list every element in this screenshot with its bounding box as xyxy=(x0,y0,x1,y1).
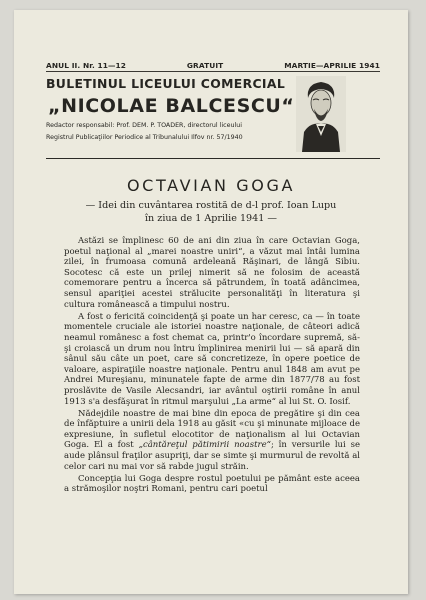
issue-number: ANUL II. Nr. 11—12 xyxy=(46,61,126,70)
price-label: GRATUIT xyxy=(186,61,224,70)
issue-date: MARTIE—APRILIE 1941 xyxy=(284,61,380,70)
paragraph-4: Concepţia lui Goga despre rostul poetului pe pământ este aceea a strămoşilor noştri Romani, pentru cari poetul xyxy=(64,473,360,495)
paragraph-3-start: Nădejdile noastre de mai bine din epoca de pregătire şi din cea de înfăptuire a unirii dela 1918 au găsit «cu şi minunate mijloace de expresiune, în sufletul elocotitor de naţionalism al lui Octavian Goga. El a fost xyxy=(64,408,360,451)
paragraph-3-end: ; în versurile lui se aude plânsul fraţilor asupriţi, dar se simte şi murmurul de revoltă al celor cari nu mai vor să rabde jugul străin. xyxy=(64,440,360,472)
article-subtitle-line-1: — Idei din cuvântarea rostită de d-l prof. Ioan Lupu xyxy=(85,200,337,211)
school-name: „NICOLAE BALCESCU“ xyxy=(48,95,295,117)
editor-line: Redactor responsabil: Prof. DEM. P. TOADER, directorul liceului xyxy=(46,122,242,129)
registry-line: Registrul Publicaţiilor Periodice al Tribunalului Ilfov nr. 57/1940 xyxy=(46,134,243,141)
masthead-divider xyxy=(46,158,380,159)
paragraph-3 xyxy=(64,409,360,473)
emphasized-phrase: „cântăreţul pătimirii noastre“ xyxy=(138,440,271,451)
article-body xyxy=(64,236,360,495)
newsletter-page xyxy=(14,10,408,594)
article-subtitle-line-2: în ziua de 1 Aprilie 1941 — xyxy=(144,213,278,224)
article-title: OCTAVIAN GOGA xyxy=(126,176,296,195)
paragraph-1: Astăzi se împlinesc 60 de ani din ziua în care Octavian Goga, poetul naţional al „marei noastre uniri“, a văzut mai întâi lumina zilei, în frumoasa comună ardeleană Răşinari, de lângă Sibiu. Socotesc că este un prilej nimerit să ne folosim de această comemorare pentru a încerca să pătrundem, în toată adâncimea, sensul apariţiei acestei strălucite personalităţi în literatura şi cultura românească a timpului nostru. xyxy=(64,236,360,310)
portrait-engraving xyxy=(296,76,346,152)
bulletin-heading: BULETINUL LICEULUI COMERCIAL xyxy=(46,76,286,91)
issue-line xyxy=(46,61,380,70)
paragraph-2: A fost o fericită coincidenţă şi poate un har ceresc, ca — în toate momentele cruciale ale istoriei noastre naţionale, de câteori adică neamul românesc a fost chemat ca, printr'o încordare supremă, să-şi croiască un drum nou întru împlinirea menirii lui — să apară din sânul său câte un poet, care să concretizeze, în opere poetice de valoare, aspiraţiile noastre naţionale. Pentru anul 1848 am avut pe Andrei Mureşianu, minunatele fapte de arme din 1877/78 au fost proslăvite de Vasile Alecsandri, iar avântul oştirii române în anul 1913 s'a desfăşurat în ritmul marşului „La arme“ al lui St. O. Iosif. xyxy=(64,311,360,407)
top-divider xyxy=(46,71,380,72)
